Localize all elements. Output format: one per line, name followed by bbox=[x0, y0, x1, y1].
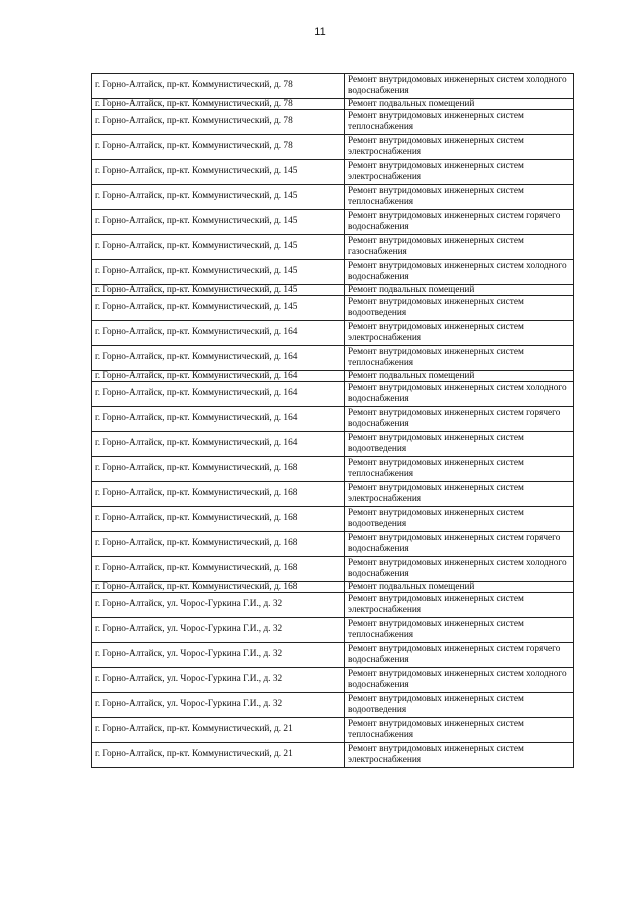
work-type-cell: Ремонт внутридомовых инженерных систем водоотведения bbox=[345, 693, 574, 718]
work-type-cell: Ремонт внутридомовых инженерных систем холодного водоснабжения bbox=[345, 382, 574, 407]
address-cell: г. Горно-Алтайск, ул. Чорос-Гуркина Г.И., д. 32 bbox=[92, 618, 345, 643]
table-row bbox=[92, 532, 574, 557]
table-row bbox=[92, 457, 574, 482]
table-row bbox=[92, 507, 574, 532]
table-row bbox=[92, 582, 574, 593]
table-row bbox=[92, 135, 574, 160]
work-type-cell: Ремонт внутридомовых инженерных систем горячего водоснабжения bbox=[345, 532, 574, 557]
work-type-cell: Ремонт внутридомовых инженерных систем теплоснабжения bbox=[345, 185, 574, 210]
table-row bbox=[92, 296, 574, 321]
work-type-cell: Ремонт внутридомовых инженерных систем водоотведения bbox=[345, 296, 574, 321]
table-row bbox=[92, 482, 574, 507]
work-type-cell: Ремонт внутридомовых инженерных систем газоснабжения bbox=[345, 235, 574, 260]
work-type-cell: Ремонт внутридомовых инженерных систем электроснабжения bbox=[345, 135, 574, 160]
address-cell: г. Горно-Алтайск, пр-кт. Коммунистический, д. 145 bbox=[92, 296, 345, 321]
table-row bbox=[92, 618, 574, 643]
table-row bbox=[92, 432, 574, 457]
address-cell: г. Горно-Алтайск, пр-кт. Коммунистический, д. 145 bbox=[92, 185, 345, 210]
table-row bbox=[92, 643, 574, 668]
table-row bbox=[92, 693, 574, 718]
table-row bbox=[92, 743, 574, 768]
table-row bbox=[92, 382, 574, 407]
work-type-cell: Ремонт внутридомовых инженерных систем холодного водоснабжения bbox=[345, 260, 574, 285]
table-row bbox=[92, 160, 574, 185]
table-row bbox=[92, 407, 574, 432]
work-type-cell: Ремонт внутридомовых инженерных систем холодного водоснабжения bbox=[345, 74, 574, 99]
work-type-cell: Ремонт внутридомовых инженерных систем электроснабжения bbox=[345, 743, 574, 768]
work-type-cell: Ремонт внутридомовых инженерных систем водоотведения bbox=[345, 507, 574, 532]
address-cell: г. Горно-Алтайск, пр-кт. Коммунистический, д. 168 bbox=[92, 482, 345, 507]
address-cell: г. Горно-Алтайск, пр-кт. Коммунистический, д. 168 bbox=[92, 507, 345, 532]
address-cell: г. Горно-Алтайск, пр-кт. Коммунистический, д. 78 bbox=[92, 74, 345, 99]
table-row bbox=[92, 321, 574, 346]
address-cell: г. Горно-Алтайск, пр-кт. Коммунистический, д. 164 bbox=[92, 321, 345, 346]
address-cell: г. Горно-Алтайск, пр-кт. Коммунистический, д. 145 bbox=[92, 160, 345, 185]
address-cell: г. Горно-Алтайск, пр-кт. Коммунистический, д. 168 bbox=[92, 582, 345, 593]
address-cell: г. Горно-Алтайск, пр-кт. Коммунистический, д. 78 bbox=[92, 135, 345, 160]
work-type-cell: Ремонт внутридомовых инженерных систем холодного водоснабжения bbox=[345, 557, 574, 582]
table-row bbox=[92, 110, 574, 135]
page-number: 11 bbox=[314, 26, 326, 38]
address-cell: г. Горно-Алтайск, пр-кт. Коммунистический, д. 21 bbox=[92, 743, 345, 768]
address-cell: г. Горно-Алтайск, ул. Чорос-Гуркина Г.И., д. 32 bbox=[92, 643, 345, 668]
works-table bbox=[91, 73, 574, 768]
table-row bbox=[92, 235, 574, 260]
work-type-cell: Ремонт внутридомовых инженерных систем электроснабжения bbox=[345, 321, 574, 346]
address-cell: г. Горно-Алтайск, пр-кт. Коммунистический, д. 78 bbox=[92, 110, 345, 135]
work-type-cell: Ремонт внутридомовых инженерных систем теплоснабжения bbox=[345, 110, 574, 135]
work-type-cell: Ремонт внутридомовых инженерных систем теплоснабжения bbox=[345, 718, 574, 743]
work-type-cell: Ремонт внутридомовых инженерных систем горячего водоснабжения bbox=[345, 643, 574, 668]
address-cell: г. Горно-Алтайск, пр-кт. Коммунистический, д. 145 bbox=[92, 235, 345, 260]
address-cell: г. Горно-Алтайск, пр-кт. Коммунистический, д. 145 bbox=[92, 285, 345, 296]
work-type-cell: Ремонт внутридомовых инженерных систем водоотведения bbox=[345, 432, 574, 457]
table-row bbox=[92, 371, 574, 382]
address-cell: г. Горно-Алтайск, пр-кт. Коммунистический, д. 164 bbox=[92, 382, 345, 407]
work-type-cell: Ремонт внутридомовых инженерных систем холодного водоснабжения bbox=[345, 668, 574, 693]
address-cell: г. Горно-Алтайск, пр-кт. Коммунистический, д. 164 bbox=[92, 407, 345, 432]
table-row bbox=[92, 346, 574, 371]
address-cell: г. Горно-Алтайск, пр-кт. Коммунистический, д. 145 bbox=[92, 260, 345, 285]
work-type-cell: Ремонт внутридомовых инженерных систем электроснабжения bbox=[345, 593, 574, 618]
work-type-cell: Ремонт подвальных помещений bbox=[345, 582, 574, 593]
address-cell: г. Горно-Алтайск, ул. Чорос-Гуркина Г.И., д. 32 bbox=[92, 668, 345, 693]
work-type-cell: Ремонт подвальных помещений bbox=[345, 285, 574, 296]
address-cell: г. Горно-Алтайск, пр-кт. Коммунистический, д. 164 bbox=[92, 346, 345, 371]
address-cell: г. Горно-Алтайск, пр-кт. Коммунистический, д. 164 bbox=[92, 432, 345, 457]
work-type-cell: Ремонт внутридомовых инженерных систем электроснабжения bbox=[345, 160, 574, 185]
work-type-cell: Ремонт внутридомовых инженерных систем горячего водоснабжения bbox=[345, 407, 574, 432]
address-cell: г. Горно-Алтайск, пр-кт. Коммунистический, д. 21 bbox=[92, 718, 345, 743]
work-type-cell: Ремонт подвальных помещений bbox=[345, 371, 574, 382]
table-row bbox=[92, 260, 574, 285]
address-cell: г. Горно-Алтайск, ул. Чорос-Гуркина Г.И., д. 32 bbox=[92, 593, 345, 618]
table-row bbox=[92, 210, 574, 235]
work-type-cell: Ремонт подвальных помещений bbox=[345, 99, 574, 110]
address-cell: г. Горно-Алтайск, пр-кт. Коммунистический, д. 164 bbox=[92, 371, 345, 382]
table-row bbox=[92, 285, 574, 296]
work-type-cell: Ремонт внутридомовых инженерных систем электроснабжения bbox=[345, 482, 574, 507]
works-table-body bbox=[92, 74, 574, 768]
table-row bbox=[92, 74, 574, 99]
address-cell: г. Горно-Алтайск, пр-кт. Коммунистический, д. 145 bbox=[92, 210, 345, 235]
work-type-cell: Ремонт внутридомовых инженерных систем теплоснабжения bbox=[345, 457, 574, 482]
table-row bbox=[92, 185, 574, 210]
work-type-cell: Ремонт внутридомовых инженерных систем теплоснабжения bbox=[345, 346, 574, 371]
table-row bbox=[92, 557, 574, 582]
address-cell: г. Горно-Алтайск, пр-кт. Коммунистический, д. 168 bbox=[92, 457, 345, 482]
work-type-cell: Ремонт внутридомовых инженерных систем горячего водоснабжения bbox=[345, 210, 574, 235]
address-cell: г. Горно-Алтайск, пр-кт. Коммунистический, д. 78 bbox=[92, 99, 345, 110]
table-row bbox=[92, 668, 574, 693]
address-cell: г. Горно-Алтайск, ул. Чорос-Гуркина Г.И., д. 32 bbox=[92, 693, 345, 718]
address-cell: г. Горно-Алтайск, пр-кт. Коммунистический, д. 168 bbox=[92, 557, 345, 582]
table-row bbox=[92, 99, 574, 110]
address-cell: г. Горно-Алтайск, пр-кт. Коммунистический, д. 168 bbox=[92, 532, 345, 557]
work-type-cell: Ремонт внутридомовых инженерных систем теплоснабжения bbox=[345, 618, 574, 643]
table-row bbox=[92, 718, 574, 743]
table-row bbox=[92, 593, 574, 618]
